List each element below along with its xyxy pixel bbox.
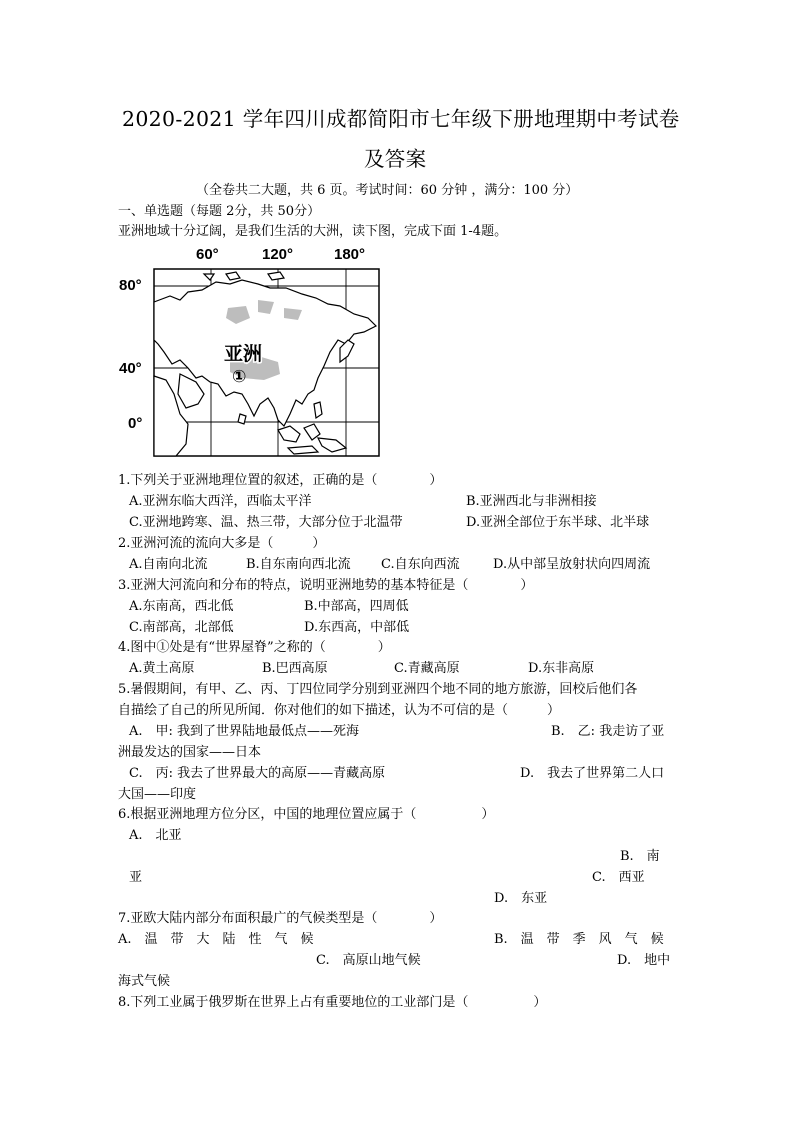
exam-info: （全卷共二大题，共 6 页。考试时间：60 分钟 ，满分：100 分） xyxy=(196,183,579,198)
q1-option-c: C.亚洲地跨寒、温、热三带，大部分位于北温带 xyxy=(129,515,403,530)
q6-option-d: D. 东亚 xyxy=(494,891,548,906)
q7-option-d-part-2: 海式气候 xyxy=(118,974,171,989)
lon-label-180: 180° xyxy=(334,246,366,263)
title-line-2: 及答案 xyxy=(364,147,427,171)
q4-option-b: B.巴西高原 xyxy=(262,661,328,676)
q2-option-a: A.自南向北流 xyxy=(129,557,208,572)
lat-label-0: 0° xyxy=(128,415,143,432)
q5-option-b-part-1: B. 乙: 我走访了亚 xyxy=(551,724,665,739)
q1-stem: 1.下列关于亚洲地理位置的叙述，正确的是（ ） xyxy=(118,473,443,488)
q4-option-c: C.青藏高原 xyxy=(394,661,460,676)
title-line-1: 2020-2021 学年四川成都简阳市七年级下册地理期中考试卷 xyxy=(122,107,680,131)
q1-option-b: B.亚洲西北与非洲相接 xyxy=(466,494,597,509)
q5-option-d-part-2: 大国——印度 xyxy=(118,787,197,802)
q4-option-d: D.东非高原 xyxy=(528,661,595,676)
q7-option-a: A. 温 带 大 陆 性 气 候 xyxy=(118,932,314,947)
q1-option-a: A.亚洲东临大西洋，西临太平洋 xyxy=(129,494,312,509)
q6-option-b-part-2: 亚 xyxy=(129,870,143,885)
q5-option-a: A. 甲: 我到了世界陆地最低点——死海 xyxy=(129,724,360,739)
q6-option-b-part-1: B. 南 xyxy=(620,849,660,864)
lon-label-60: 60° xyxy=(196,246,219,263)
q8-stem: 8.下列工业属于俄罗斯在世界上占有重要地位的工业部门是（ ） xyxy=(118,995,547,1010)
q1-option-d: D.亚洲全部位于东半球、北半球 xyxy=(466,515,650,530)
q6-option-c: C. 西亚 xyxy=(592,870,645,885)
q5-option-c: C. 丙: 我去了世界最大的高原——青藏高原 xyxy=(129,766,386,781)
continent-label: 亚洲 xyxy=(224,343,263,365)
intro-text: 亚洲地域十分辽阔，是我们生活的大洲，读下图，完成下面 1-4题。 xyxy=(118,224,508,239)
q4-option-a: A.黄土高原 xyxy=(129,661,195,676)
q2-option-b: B.自东南向西北流 xyxy=(246,557,351,572)
q2-option-d: D.从中部呈放射状向四周流 xyxy=(493,557,651,572)
section-heading: 一、单选题（每题 2分，共 50分） xyxy=(118,204,321,219)
q7-option-c: C. 高原山地气候 xyxy=(316,953,421,968)
q3-option-a: A.东南高，西北低 xyxy=(129,599,234,614)
q5-stem-line-2: 自描绘了自己的所见所闻．你对他们的如下描述，认为不可信的是（ ） xyxy=(118,703,561,718)
q7-option-b: B. 温 带 季 风 气 候 xyxy=(494,932,664,947)
q4-stem: 4.图中①处是有“世界屋脊”之称的（ ） xyxy=(118,640,391,655)
q2-option-c: C.自东向西流 xyxy=(381,557,460,572)
q5-option-b-part-2: 洲最发达的国家——日本 xyxy=(118,745,262,760)
q7-option-d-part-1: D. 地中 xyxy=(617,953,671,968)
plateau-marker: ① xyxy=(232,367,247,387)
q3-option-b: B.中部高，四周低 xyxy=(304,599,409,614)
q6-option-a: A. 北亚 xyxy=(129,828,182,843)
asia-map xyxy=(118,244,384,460)
q2-stem: 2.亚洲河流的流向大多是（ ） xyxy=(118,536,326,551)
q5-option-d-part-1: D. 我去了世界第二人口 xyxy=(520,766,665,781)
q5-stem-line-1: 5.暑假期间，有甲、乙、丙、丁四位同学分别到亚洲四个地不同的地方旅游，回校后他们各 xyxy=(118,682,638,697)
q7-stem: 7.亚欧大陆内部分布面积最广的气候类型是（ ） xyxy=(118,911,443,926)
lon-label-120: 120° xyxy=(262,246,294,263)
q3-option-d: D.东西高，中部低 xyxy=(304,620,410,635)
q6-stem: 6.根据亚洲地理方位分区，中国的地理位置应属于（ ） xyxy=(118,807,495,822)
lat-label-40: 40° xyxy=(119,360,142,377)
q3-option-c: C.南部高，北部低 xyxy=(129,620,234,635)
lat-label-80: 80° xyxy=(119,277,142,294)
q3-stem: 3.亚洲大河流向和分布的特点，说明亚洲地势的基本特征是（ ） xyxy=(118,578,534,593)
